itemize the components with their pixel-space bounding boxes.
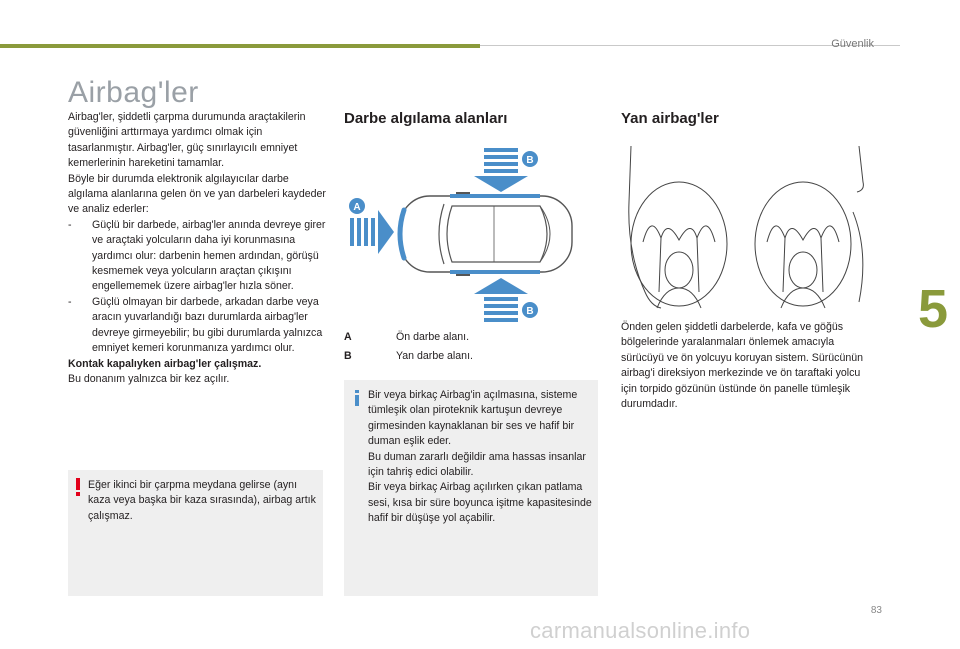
exclamation-icon [76, 478, 80, 496]
driver-airbag-icon [631, 182, 727, 306]
page-title: Airbag'ler [68, 76, 199, 109]
list-item [68, 218, 326, 295]
warning-text: Eğer ikinci bir çarpma meydana gelirse (aynı kaza veya başka bir kaza sırasında), airbag artık çalışmaz. [88, 479, 316, 522]
zone-legend [344, 328, 594, 366]
yan-heading: Yan airbag'ler [621, 110, 719, 127]
info-paragraph-1: Bir veya birkaç Airbag'in açılmasına, sisteme tümleşik olan piroteknik kartuşun devreye girmesinden kaynaklanan bir ses ve hafif bir duman eşlik eder. [368, 389, 578, 448]
single-use-note: Bu donanım yalnızca bir kez açılır. [68, 372, 230, 385]
list-dash: - [68, 295, 72, 308]
side-impact-arrow-bottom-icon [474, 278, 528, 322]
legend-key: A [344, 331, 352, 343]
yan-text: Önden gelen şiddetli darbelerde, kafa ve göğüs bölgelerinde yaralanmaları önlemek amacıyla sürücüyü ve ön yolcuyu koruyan sistem. Sürücünün airbag'i direksiyon merkezinde ve ön taraftaki yolcu için torpido gözünün üstünde ön panelle tümleşik durumdadır. [621, 321, 864, 411]
zone-b-bottom-label: B [526, 306, 534, 317]
front-impact-arrow-icon [350, 210, 394, 254]
section-title: Güvenlik [831, 38, 874, 50]
intro-paragraph-2: Böyle bir durumda elektronik algılayıcılar darbe algılama alanlarına gelen ön ve yan darbeleri kaydeder ve analiz ederler: [68, 172, 326, 216]
zone-b-top-label: B [526, 155, 534, 166]
list-item-text: Güçlü olmayan bir darbede, arkadan darbe veya aracın yuvarlandığı bazı durumlarda airbag'ler devreye girmeyebilir; bu gibi durumlarda yalnızca emniyet kemeri korunmanıza yardımcı olur. [92, 295, 323, 355]
legend-row [344, 328, 594, 347]
legend-key: B [344, 350, 352, 362]
list-item [68, 295, 326, 357]
page-number: 83 [870, 605, 882, 616]
list-dash: - [68, 218, 72, 231]
info-paragraph-3: Bir veya birkaç Airbag açılırken çıkan patlama sesi, kısa bir süre boyunca işitme kapasitesinde hafif bir düşüşe yol açabilir. [368, 481, 592, 525]
side-impact-arrow-top-icon [474, 148, 528, 192]
zone-a-label: A [353, 202, 361, 213]
impact-zones-diagram [344, 140, 594, 325]
info-text [368, 388, 592, 527]
info-paragraph-2: Bu duman zararlı değildir ama hassas insanlar için tahriş edici olabilir. [368, 450, 586, 479]
intro-column [68, 110, 326, 387]
watermark: carmanualsonline.info [530, 618, 751, 643]
legend-text: Yan darbe alanı. [396, 350, 473, 362]
info-icon [354, 390, 360, 406]
legend-row [344, 347, 594, 366]
intro-paragraph-1: Airbag'ler, şiddetli çarpma durumunda araçtakilerin güvenliğini arttırmaya yardımcı olmak için tasarlanmıştır. Airbag'ler, güç sınırlayıcılı emniyet kemerlerinin hareketini tamamlar. [68, 111, 306, 170]
list-item-text: Güçlü bir darbede, airbag'ler anında devreye girer ve araçtaki yolcuların daha iyi korunmasına yardımcı olur: darbenin hemen ardından, görüşü kesmemek veya yolcuların araçtan çıkışını engellememek üzere airbag'ler hızla söner. [92, 218, 326, 293]
darbe-heading: Darbe algılama alanları [344, 110, 508, 127]
ignition-note: Kontak kapalıyken airbag'ler çalışmaz. [68, 357, 262, 370]
legend-text: Ön darbe alanı. [396, 331, 470, 343]
car-top-view-icon [400, 192, 572, 276]
chapter-number: 5 [917, 279, 948, 339]
header-accent-bar [0, 44, 480, 48]
passenger-airbag-icon [755, 182, 851, 306]
front-airbags-illustration [621, 142, 871, 312]
